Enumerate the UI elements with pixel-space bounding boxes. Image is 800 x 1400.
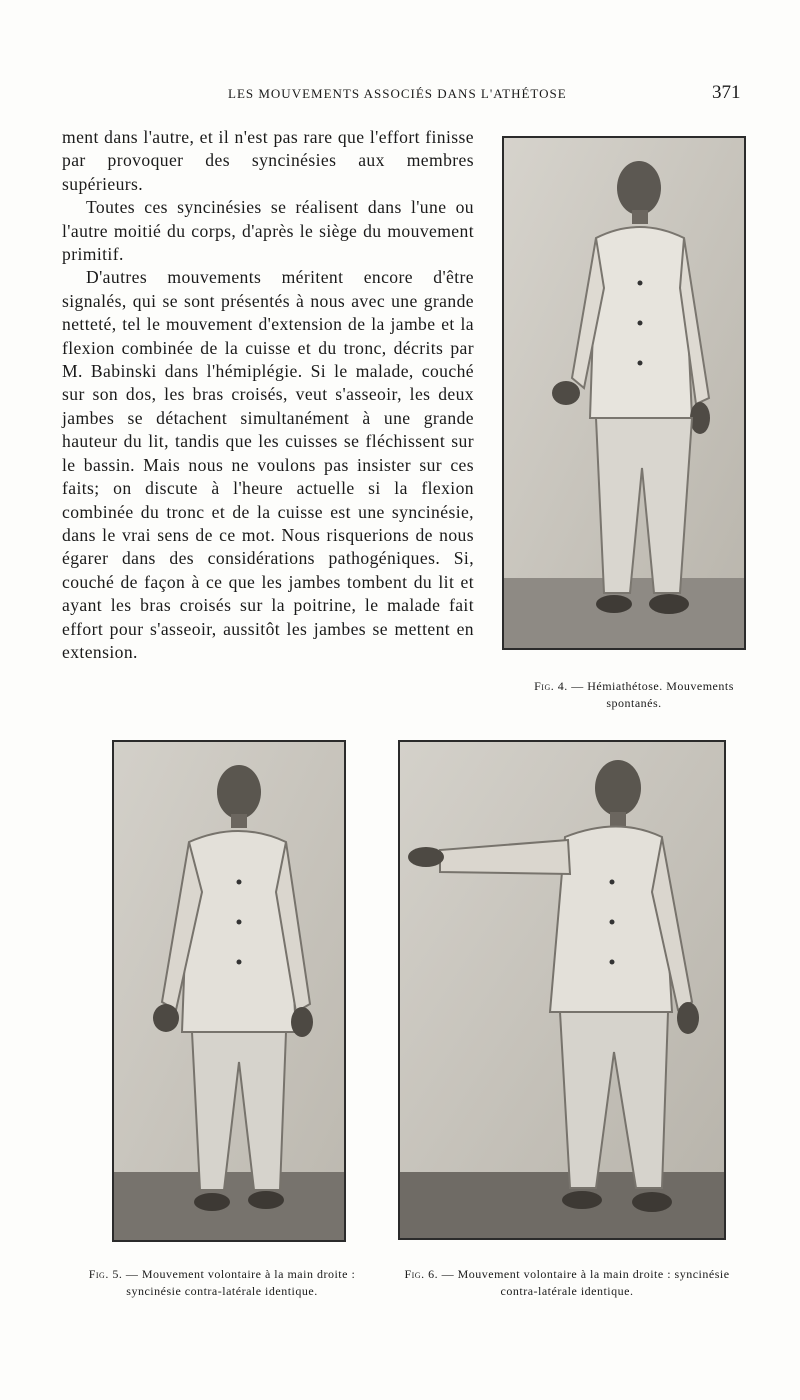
figure-label: Fig. 6. xyxy=(404,1267,439,1281)
figure-caption-text: — Hémiathétose. Mouvements spontanés. xyxy=(571,679,734,710)
paragraph: ment dans l'autre, et il n'est pas rare que l'effort finisse par provoquer des syncinésies aux membres supérieurs. xyxy=(62,127,474,194)
figure-5-illustration xyxy=(114,742,344,1240)
body-text xyxy=(62,126,474,664)
figure-label: Fig. 5. xyxy=(88,1267,123,1281)
figure-5-caption xyxy=(72,1266,372,1300)
figure-4-illustration xyxy=(504,138,744,648)
figure-4-photo xyxy=(502,136,746,650)
figure-label: Fig. 4. xyxy=(534,679,568,693)
figure-4-caption xyxy=(508,678,760,712)
paragraph: Toutes ces syncinésies se réalisent dans l'une ou l'autre moitié du corps, d'après le siège du mouvement primitif. xyxy=(62,197,474,265)
running-title: LES MOUVEMENTS ASSOCIÉS DANS L'ATHÉTOSE xyxy=(228,86,567,101)
running-head xyxy=(0,82,800,110)
figure-6-caption xyxy=(392,1266,742,1300)
figure-caption-text: — Mouvement volontaire à la main droite : syncinésie contra-latérale identique. xyxy=(125,1267,356,1298)
figure-5-photo xyxy=(112,740,346,1242)
figure-6-photo xyxy=(398,740,726,1240)
figure-caption-text: — Mouvement volontaire à la main droite : syncinésie contra-latérale identique. xyxy=(441,1267,730,1298)
paragraph: D'autres mouvements méritent encore d'être signalés, qui se sont présentés à nous avec une grande netteté, tel le mouvement d'extension de la jambe et la flexion combinée de la cuisse et du tronc, décrits par M. Babinski dans l'hémiplégie. Si le malade, couché sur son dos, les bras croisés, veut s'asseoir, les deux jambes se détachent simultanément à une grande hauteur du lit, tandis que les cuisses se fléchissent sur le bassin. Mais nous ne voulons pas insister sur ces faits; on discute à l'heure actuelle si la flexion combinée du tronc et de la cuisse est une syncinésie, dans le vrai sens de ce mot. Nous risquerions de nous égarer dans des considérations pathogéniques. Si, couché de façon à ce que les jambes tombent du lit et ayant les bras croisés sur la poitrine, le malade fait effort pour s'asseoir, aussitôt les jambes se mettent en extension. xyxy=(62,267,474,662)
figure-6-illustration xyxy=(400,742,724,1238)
page-number: 371 xyxy=(712,82,741,103)
